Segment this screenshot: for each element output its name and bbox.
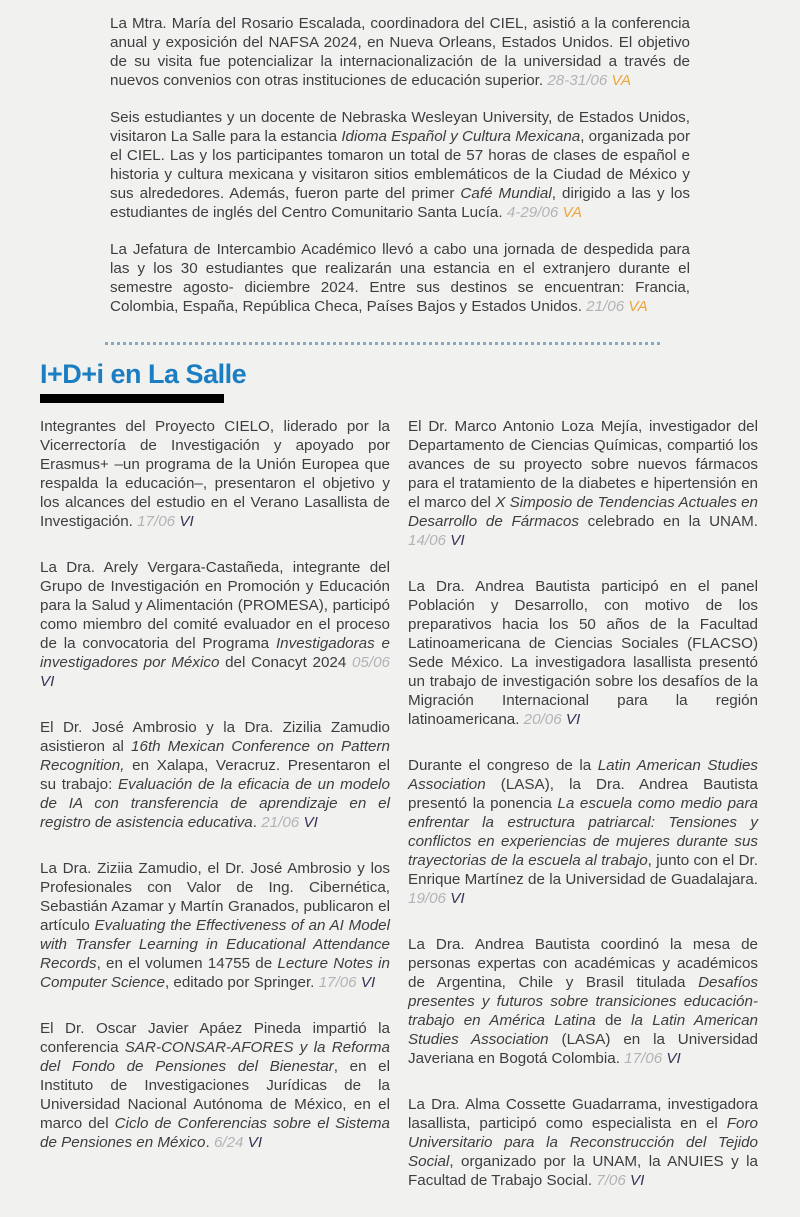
italic-title-text: Latin American Studies Association [408,756,758,793]
italic-title-text: 16th Mexican Conference on Pattern Recognition, [40,737,390,774]
news-paragraph [110,240,690,316]
author-initials-tag: VI [360,973,376,991]
author-initials-tag: VI [303,813,318,831]
news-paragraph [110,14,690,90]
paragraph-text: La Dra. Arely Vergara-Castañeda, integrante del Grupo de Investigación en Promoción y Educación para la Salud y Alimentación (PROMESA), participó como miembro del comité evaluador en el proceso de la convocatoria del Programa [40,558,390,652]
title-underline-bar [40,394,224,403]
paragraph-text: , en el volumen 14755 de [96,954,278,972]
italic-title-text: X Simposio de Tendencias Actuales en Desarrollo de Fármacos [408,493,758,530]
paragraph-text: La Dra. Ziziia Zamudio, el Dr. José Ambrosio y los Profesionales con Valor de Ing. Cibernética, Sebastián Azamar y Martín Granados, publicaron el artículo [40,859,390,934]
author-initials-tag: VI [630,1171,645,1189]
paragraph-text: (LASA) en la Universidad Javeriana en Bogotá Colombia. [408,1030,758,1067]
paragraph-text: . [205,1133,210,1151]
news-paragraph [408,756,758,908]
author-initials-tag: VI [565,710,581,728]
italic-title-text: SAR-CONSAR-AFORES y la Reforma del Fondo de Pensiones del Bienestar [40,1038,390,1075]
author-initials-tag: VI [450,889,465,907]
paragraph-text: (LASA), la Dra. Andrea Bautista presentó la ponencia [408,775,758,812]
author-initials-tag: VA [562,204,582,221]
news-paragraph [40,558,390,691]
entry-date: 4-29/06 [502,204,563,221]
paragraph-text: celebrado en la UNAM. [578,512,759,530]
paragraph-text: El Dr. Marco Antonio Loza Mejía, investigador del Departamento de Ciencias Químicas, compartió los avances de su proyecto sobre nuevos fármacos para el tratamiento de la diabetes e hipertensión en el marco del [408,417,758,511]
paragraph-text: , dirigido a las y los estudiantes de inglés del Centro Comunitario Santa Lucía. [110,185,690,221]
italic-title-text: Foro Universitario para la Reconstrucción del Tejido Social [408,1114,758,1170]
entry-date: 19/06 [408,889,451,907]
entry-date: 14/06 [408,531,451,549]
italic-title-text: Ciclo de Conferencias sobre el Sistema de Pensiones en México [40,1114,390,1151]
paragraph-text: El Dr. José Ambrosio y la Dra. Zizilia Zamudio asistieron al [40,718,390,755]
italic-title-text: Evaluating the Effectiveness of an AI Model with Transfer Learning in Educational Attendance Records [40,916,391,972]
news-paragraph [408,417,758,550]
paragraph-text: La Dra. Alma Cossette Guadarrama, investigadora lasallista, participó como especialista en el [408,1095,758,1132]
entry-date: 7/06 [592,1171,631,1189]
idi-section [40,360,758,1217]
intro-paragraph-list [110,14,690,316]
entry-date: 6/24 [209,1133,248,1151]
entry-date: 17/06 [132,512,180,530]
italic-title-text: La escuela como medio para enfrentar la estructura patriarcal: Tensiones y conflictos en experiencias de mujeres durante sus trayectorias de la escuela al trabajo [408,794,758,869]
italic-title-text: Café Mundial [460,185,552,202]
entry-date: 05/06 [346,653,390,671]
news-paragraph [40,718,390,832]
paragraph-text: Seis estudiantes y un docente de Nebraska Wesleyan University, de Estados Unidos, visitaron La Salle para la estancia [110,109,690,145]
author-initials-tag: VI [40,672,55,690]
author-initials-tag: VA [628,298,648,315]
entry-date: 17/06 [314,973,361,991]
italic-title-text: Lecture Notes in Computer Science [40,954,390,991]
paragraph-text: Integrantes del Proyecto CIELO, liderado por la Vicerrectoría de Investigación y apoyado por Erasmus+ –un programa de la Unión Europea que respalda la educación–, presentaron el objetivo y los alcances del estudio en el Verano Lasallista de Investigación. [40,417,390,530]
italic-title-text: Investigadoras e investigadores por México [40,634,390,671]
section-title: I+D+i en La Salle [40,359,247,389]
column-right [408,417,758,1217]
paragraph-text: de [595,1011,632,1029]
column-left [40,417,390,1217]
entry-date: 28-31/06 [543,72,612,89]
paragraph-text: Durante el congreso de la [408,756,598,774]
author-initials-tag: VI [450,531,465,549]
author-initials-tag: VA [611,72,631,89]
paragraph-text: , junto con el Dr. Enrique Martínez de la Universidad de Guadalajara. [408,851,758,888]
news-paragraph [40,859,390,992]
news-paragraph [408,935,758,1068]
paragraph-text: La Dra. Andrea Bautista coordinó la mesa de personas expertas con académicas y académicos de Argentina, Chile y Brasil titulada [408,935,758,991]
entry-date: 17/06 [619,1049,667,1067]
paragraph-text: El Dr. Oscar Javier Apáez Pineda impartió la conferencia [40,1019,390,1056]
paragraph-text: en Xalapa, Veracruz. Presentaron el su trabajo: [40,756,390,793]
author-initials-tag: VI [666,1049,681,1067]
entry-date: 21/06 [256,813,304,831]
italic-title-text: Idioma Español y Cultura Mexicana [341,128,581,145]
news-paragraph [110,108,690,222]
paragraph-text: La Mtra. María del Rosario Escalada, coordinadora del CIEL, asistió a la conferencia anual y exposición del NAFSA 2024, en Nueva Orleans, Estados Unidos. El objetivo de su visita fue potencializar la internacionalización de la universidad a través de nuevos convenios con otras instituciones de educación superior. [110,15,690,89]
two-column-layout [40,417,758,1217]
italic-title-text: Evaluación de la eficacia de un modelo de IA con transferencia de aprendizaje en el registro de asistencia educativa [40,775,390,831]
international-news-section [110,14,690,316]
paragraph-text: , organizada por el CIEL. Las y los participantes tomaron un total de 57 horas de clases de español e historia y cultura mexicana y visitaron sitios emblemáticos de la Ciudad de México y sus alrededores. Además, fueron parte del primer [110,128,690,202]
paragraph-text: , organizado por la UNAM, la ANUIES y la Facultad de Trabajo Social. [408,1152,758,1189]
dashed-separator [105,342,661,345]
news-paragraph [408,577,758,729]
entry-date: 21/06 [581,298,629,315]
paragraph-text: . [252,813,257,831]
news-paragraph [40,1019,390,1152]
paragraph-text: , editado por Springer. [164,973,315,991]
news-paragraph [40,417,390,531]
paragraph-text: del Conacyt 2024 [219,653,347,671]
paragraph-text: La Dra. Andrea Bautista participó en el panel Población y Desarrollo, con motivo de los preparativos hacia los 50 años de la Facultad Latinoamericana de Ciencias Sociales (FLACSO) Sede México. La investigadora lasallista presentó un trabajo de investigación sobre los desafíos de la Migración Internacional para la región latinoamericana. [408,577,758,728]
author-initials-tag: VI [247,1133,263,1151]
news-paragraph [408,1095,758,1190]
italic-title-text: Desafíos presentes y futuros sobre transiciones educación-trabajo en América Latina [408,973,758,1029]
author-initials-tag: VI [179,512,194,530]
paragraph-text: La Jefatura de Intercambio Académico llevó a cabo una jornada de despedida para las y los 30 estudiantes que realizarán una estancia en el extranjero durante el semestre agosto- diciembre 2024. Entre sus destinos se encuentran: Francia, Colombia, España, República Checa, Países Bajos y Estados Unidos. [110,241,690,315]
italic-title-text: la Latin American Studies Association [408,1011,758,1048]
entry-date: 20/06 [519,710,566,728]
paragraph-text: , en el Instituto de Investigaciones Jurídicas de la Universidad Nacional Autónoma de México, en el marco del [40,1057,390,1132]
